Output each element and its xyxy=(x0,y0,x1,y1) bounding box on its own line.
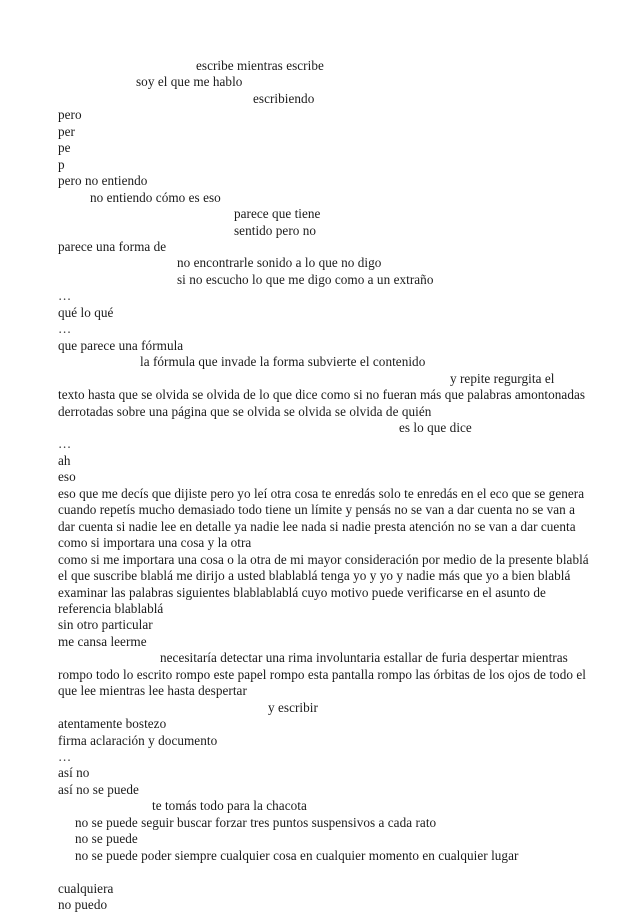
poem-line: atentamente bostezo xyxy=(58,716,167,732)
poem-line: que parece una fórmula xyxy=(58,337,184,353)
poem-line: qué lo qué xyxy=(58,304,114,320)
poem-line: parece una forma de xyxy=(58,238,167,254)
poem-line xyxy=(0,864,632,880)
poem-line: te tomás todo para la chacota xyxy=(152,798,307,814)
poem-line: cualquiera xyxy=(58,880,114,896)
poem-line: dar cuenta si nadie lee en detalle ya nadie lee nada si nadie presta atención no se van a dar cuenta xyxy=(58,518,576,534)
poem-line: que lee mientras lee hasta despertar xyxy=(58,683,247,699)
poem-line: examinar las palabras siguientes blablablablá cuyo motivo puede verificarse en el asunto de xyxy=(58,584,546,600)
poem-line: y escribir xyxy=(268,699,318,715)
poem-line: si no escucho lo que me digo como a un extraño xyxy=(177,271,434,287)
poem-line: … xyxy=(58,436,72,452)
poem-line: pero no entiendo xyxy=(58,173,148,189)
poem-line: parece que tiene xyxy=(234,206,321,222)
poem-line: per xyxy=(58,123,75,139)
poem-line: no entiendo cómo es eso xyxy=(90,189,221,205)
poem-line: me cansa leerme xyxy=(58,633,147,649)
poem-line: referencia blablablá xyxy=(58,600,164,616)
poem-line: pero xyxy=(58,107,82,123)
poem-line: pe xyxy=(58,140,71,156)
poem-line: … xyxy=(58,749,72,765)
poem-line: no encontrarle sonido a lo que no digo xyxy=(177,255,382,271)
poem-line: firma aclaración y documento xyxy=(58,732,218,748)
poem-line: como si importara una cosa y la otra xyxy=(58,535,252,551)
poem-line: necesitaría detectar una rima involuntaria estallar de furia despertar mientras xyxy=(160,650,568,666)
poem-line: … xyxy=(58,321,72,337)
poem-line: el que suscribe blablá me dirijo a usted blablablá tenga yo y yo y nadie más que yo a bien blablá xyxy=(58,568,571,584)
poem-line: rompo todo lo escrito rompo este papel rompo esta pantalla rompo las órbitas de los ojos de todo el xyxy=(58,666,586,682)
poem-line: cuando repetís mucho demasiado todo tiene un límite y pensás no se van a dar cuenta no se van a xyxy=(58,502,576,518)
poem-line: p xyxy=(58,156,65,172)
poem-line: derrotadas sobre una página que se olvida se olvida se olvida de quién xyxy=(58,403,432,419)
poem-line: ah xyxy=(58,452,71,468)
poem-line: soy el que me hablo xyxy=(136,74,243,90)
poem-line: y repite regurgita el xyxy=(450,370,555,386)
poem-line: escribe mientras escribe xyxy=(196,58,324,73)
poem-line: no se puede poder siempre cualquier cosa en cualquier momento en cualquier lugar xyxy=(75,847,519,863)
poem-line: sentido pero no xyxy=(234,222,317,238)
poem-body xyxy=(0,58,632,914)
poem-line: sin otro particular xyxy=(58,617,153,633)
poem-line: no puedo xyxy=(58,897,108,913)
poem-line: no se puede seguir buscar forzar tres puntos suspensivos a cada rato xyxy=(75,814,437,830)
poem-line: eso que me decís que dijiste pero yo leí otra cosa te enredás solo te enredás en el eco que se genera xyxy=(58,485,585,501)
poem-line: escribiendo xyxy=(253,90,315,106)
poem-line: … xyxy=(58,288,72,304)
poem-line: eso xyxy=(58,469,76,485)
poem-line: así no se puede xyxy=(58,781,139,797)
poem-line: es lo que dice xyxy=(399,419,472,435)
poem-line: como si me importara una cosa o la otra de mi mayor consideración por medio de la presente blablá xyxy=(58,551,589,567)
poem-line: no se puede xyxy=(75,831,138,847)
poem-line: la fórmula que invade la forma subvierte el contenido xyxy=(140,354,426,370)
poem-line: texto hasta que se olvida se olvida de lo que dice como si no fueran más que palabras amontonadas xyxy=(58,387,586,403)
poem-line: así no xyxy=(58,765,90,781)
